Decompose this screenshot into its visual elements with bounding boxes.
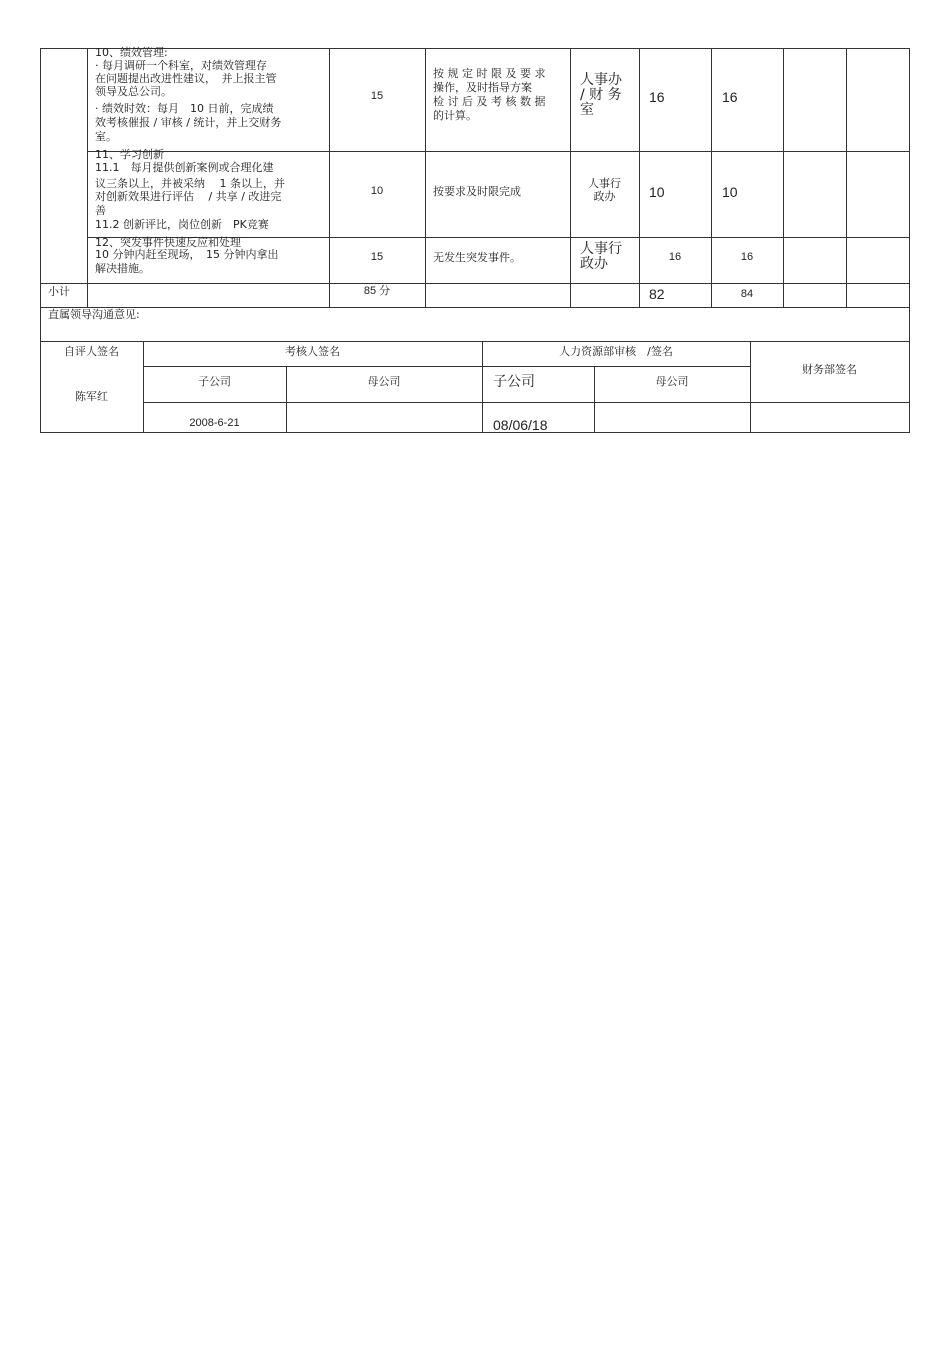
sig-col-divider-5	[750, 341, 751, 433]
subtotal-review-score: 84	[740, 288, 754, 300]
row2-dept-line: 政办	[593, 190, 616, 203]
top-border	[40, 48, 910, 49]
row2-item-line: 对创新效果进行评估 / 共享 / 改进完	[95, 190, 282, 203]
row3-item-line: 10 分钟内赶至现场， 15 分钟内拿出	[95, 248, 279, 261]
subtotal-label: 小计	[48, 285, 70, 298]
reviewer-parent-label: 母公司	[367, 375, 401, 388]
row2-dept-line: 人事行	[588, 177, 621, 190]
row1-item-line: 在问题提出改进性建议， 并上报主管	[95, 72, 277, 85]
row2-item-line: 议三条以上，并被采纳 1 条以上，并	[95, 177, 285, 190]
row-divider-1	[87, 151, 910, 152]
reviewer-subsidiary-label: 子公司	[198, 375, 231, 388]
row2-self-score: 10	[649, 184, 665, 200]
sig-row-divider-2	[143, 402, 910, 403]
right-border	[909, 48, 910, 433]
sig-row-divider-1	[143, 366, 751, 367]
bottom-border	[40, 432, 910, 433]
row-divider-4	[40, 307, 910, 308]
row3-weight: 15	[370, 251, 384, 263]
row2-review-score: 10	[722, 184, 738, 200]
self-sign-label: 自评人签名	[64, 345, 119, 358]
row3-dept-line: 政办	[580, 256, 608, 272]
row2-item-title: 11、学习创新	[95, 148, 164, 161]
row3-review-score: 16	[740, 251, 754, 263]
row2-item-line: 善	[95, 204, 106, 217]
row2-weight: 10	[370, 185, 384, 197]
row1-item-line: 领导及总公司。	[95, 85, 172, 98]
row1-item-line: · 绩效时效：每月 10 日前，完成绩	[95, 102, 274, 115]
hr-sign-date: 08/06/18	[493, 417, 548, 433]
col-divider-7	[783, 48, 784, 307]
reviewer-sign-label: 考核人签名	[285, 345, 340, 358]
row2-standard: 按要求及时限完成	[433, 185, 521, 198]
row1-standard-line: 操作，及时指导方案	[433, 81, 532, 94]
row1-dept-line: / 财 务	[580, 87, 622, 103]
col-divider-2	[329, 48, 330, 307]
reviewer-sign-date: 2008-6-21	[189, 417, 240, 429]
row3-standard: 无发生突发事件。	[433, 251, 521, 264]
row3-dept-line: 人事行	[580, 241, 622, 257]
row1-item-line: 效考核催报 / 审核 / 统计，并上交财务	[95, 116, 282, 129]
row-divider-3	[40, 283, 910, 284]
col-divider-6	[711, 48, 712, 307]
row3-item-title: 12、突发事件快速反应和处理	[95, 236, 241, 249]
hr-subsidiary-label: 子公司	[493, 374, 535, 390]
row1-item-line: · 每月调研一个科室，对绩效管理存	[95, 59, 267, 72]
row1-item-line: 室。	[95, 130, 117, 143]
hr-review-label: 人力资源部审核 /签名	[559, 345, 673, 358]
finance-sign-label: 财务部签名	[802, 363, 857, 376]
col-divider-3	[425, 48, 426, 307]
row-divider-5	[40, 341, 910, 342]
leader-comment-label: 直属领导沟通意见:	[48, 308, 140, 321]
row3-self-score: 16	[668, 251, 682, 263]
row1-standard-line: 按 规 定 时 限 及 要 求	[433, 67, 546, 80]
row1-review-score: 16	[722, 89, 738, 105]
row3-item-line: 解决措施。	[95, 262, 150, 275]
subtotal-weight: 85 分	[363, 285, 391, 297]
row2-item-line: 11.2 创新评比，岗位创新 PK竞赛	[95, 218, 269, 231]
col-divider-5	[639, 48, 640, 307]
row1-standard-line: 检 讨 后 及 考 核 数 据	[433, 95, 546, 108]
row1-dept-line: 室	[580, 102, 594, 118]
self-signer-name: 陈军红	[75, 390, 108, 403]
row2-item-line: 11.1 每月提供创新案例或合理化建	[95, 161, 274, 174]
row1-weight: 15	[370, 90, 384, 102]
row1-dept-line: 人事办	[580, 72, 622, 88]
col-divider-8	[846, 48, 847, 307]
row1-item-title: 10、绩效管理:	[95, 46, 168, 59]
row1-standard-line: 的计算。	[433, 109, 477, 122]
left-border	[40, 48, 41, 433]
col-divider-1	[87, 48, 88, 307]
subtotal-self-score: 82	[649, 286, 665, 302]
row1-self-score: 16	[649, 89, 665, 105]
hr-parent-label: 母公司	[655, 375, 689, 388]
